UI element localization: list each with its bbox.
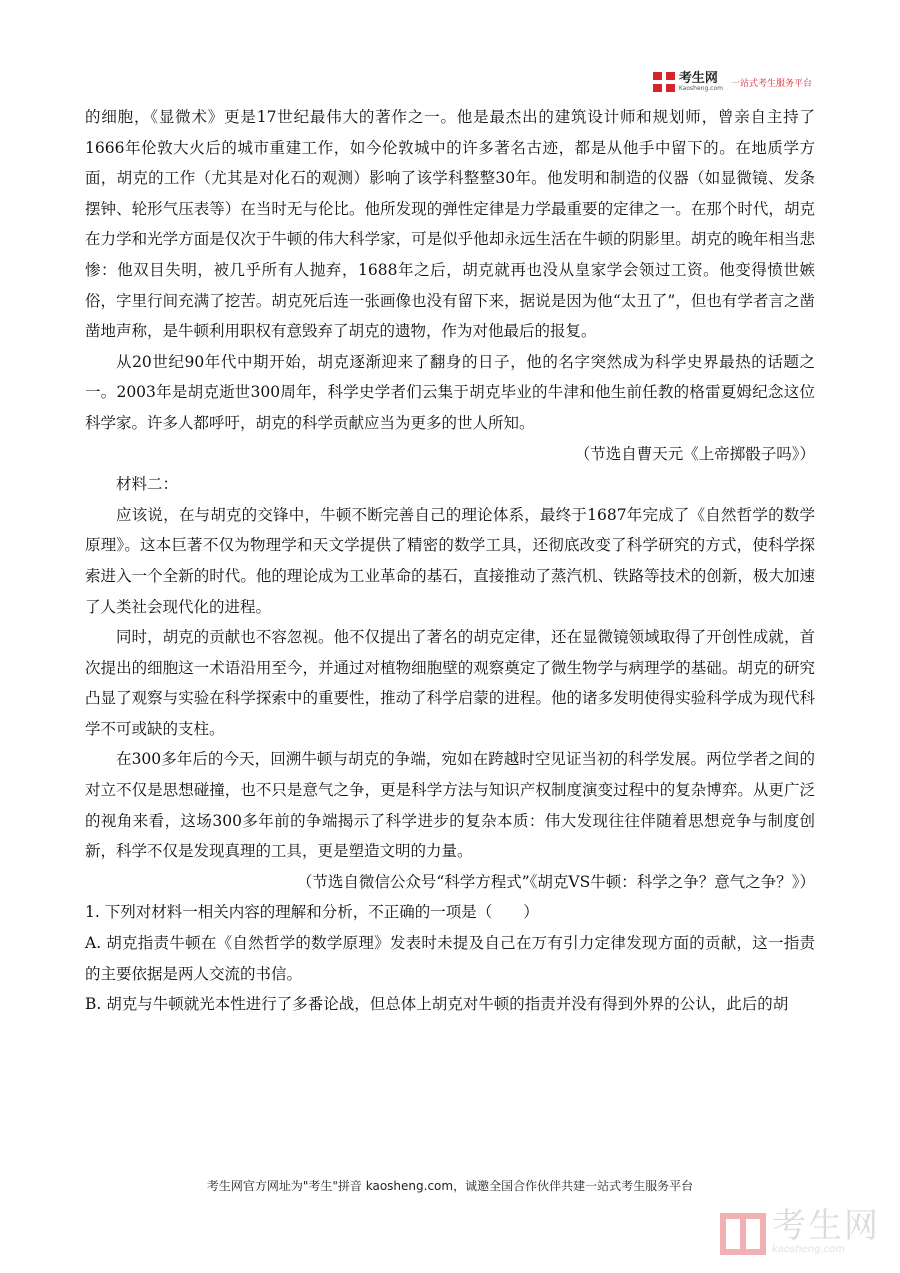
site-header [653, 72, 812, 92]
source-citation-2: （节选自微信公众号“科学方程式”《胡克VS牛顿：科学之争？意气之争？》） [296, 872, 815, 891]
logo-text [679, 72, 723, 92]
paragraph-4: 同时，胡克的贡献也不容忽视。他不仅提出了著名的胡克定律，还在显微镜领域取得了开创性成就，首次提出的细胞这一术语沿用至今，并通过对植物细胞壁的观察奠定了微生物学与病理学的基础。胡克的研究凸显了观察与实验在科学探索中的重要性，推动了科学启蒙的进程。他的诸多发明使得实验科学成为现代科学不可或缺的支柱。 [85, 628, 815, 738]
page-footer: 考生网官方网址为"考生"拼音 kaosheng.com，诚邀全国合作伙伴共建一站式考生服务平台 [206, 1179, 694, 1193]
watermark-logo-icon [720, 1213, 766, 1255]
option-b: B. 胡克与牛顿就光本性进行了多番论战，但总体上胡克对牛顿的指责并没有得到外界的公认，此后的胡 [85, 995, 789, 1014]
header-slogan: 一站式考生服务平台 [730, 78, 812, 89]
kaosheng-logo-icon [653, 72, 675, 92]
watermark [720, 1206, 880, 1255]
paragraph-3: 应该说，在与胡克的交锋中，牛顿不断完善自己的理论体系，最终于1687年完成了《自然哲学的数学原理》。这本巨著不仅为物理学和天文学提供了精密的数学工具，还彻底改变了科学研究的方式，使科学探索进入一个全新的时代。他的理论成为工业革命的基石，直接推动了蒸汽机、铁路等技术的创新，极大加速了人类社会现代化的进程。 [85, 505, 815, 616]
material-two-label: 材料二： [116, 475, 179, 494]
watermark-name: 考生网 [772, 1206, 880, 1246]
document-body [85, 102, 815, 1020]
logo-domain: Kaosheng.com [678, 85, 723, 92]
option-a: A. 胡克指责牛顿在《自然哲学的数学原理》发表时未提及自己在万有引力定律发现方面的贡献，这一指责的主要依据是两人交流的书信。 [85, 934, 815, 983]
paragraph-2: 从20世纪90年代中期开始，胡克逐渐迎来了翻身的日子，他的名字突然成为科学史界最热的话题之一。2003年是胡克逝世300周年，科学史学者们云集于胡克毕业的牛津和他生前任教的格雷夏姆纪念这位科学家。许多人都呼吁，胡克的科学贡献应当为更多的世人所知。 [85, 352, 815, 432]
paragraph-5: 在300多年后的今天，回溯牛顿与胡克的争端，宛如在跨越时空见证当初的科学发展。两位学者之间的对立不仅是思想碰撞，也不只是意气之争，更是科学方法与知识产权制度演变过程中的复杂博弈。从更广泛的视角来看，这场300多年前的争端揭示了科学进步的复杂本质：伟大发现往往伴随着思想竞争与制度创新，科学不仅是发现真理的工具，更是塑造文明的力量。 [85, 750, 815, 861]
logo-name: 考生网 [678, 71, 718, 86]
paragraph-1: 的细胞，《显微术》更是17世纪最伟大的著作之一。他是最杰出的建筑设计师和规划师，曾亲自主持了1666年伦敦大火后的城市重建工作，如今伦敦城中的许多著名古迹，都是从他手中留下的。在地质学方面，胡克的工作（尤其是对化石的观测）影响了该学科整整30年。他发明和制造的仪器（如显微镜、发条摆钟、轮形气压表等）在当时无与伦比。他所发现的弹性定律是力学最重要的定律之一。在那个时代，胡克在力学和光学方面是仅次于牛顿的伟大科学家，可是似乎他却永远生活在牛顿的阴影里。胡克的晚年相当悲惨：他双目失明，被几乎所有人抛弃，1688年之后，胡克就再也没从皇家学会领过工资。他变得愤世嫉俗，字里行间充满了挖苦。胡克死后连一张画像也没有留下来，据说是因为他“太丑了”，但也有学者言之凿凿地声称，是牛顿利用职权有意毁弃了胡克的遗物，作为对他最后的报复。 [85, 108, 815, 341]
source-citation-1: （节选自曹天元《上帝掷骰子吗》） [574, 444, 815, 463]
question-1: 1. 下列对材料一相关内容的理解和分析，不正确的一项是（ ） [85, 903, 539, 922]
watermark-domain: kaosheng.com [772, 1244, 845, 1255]
